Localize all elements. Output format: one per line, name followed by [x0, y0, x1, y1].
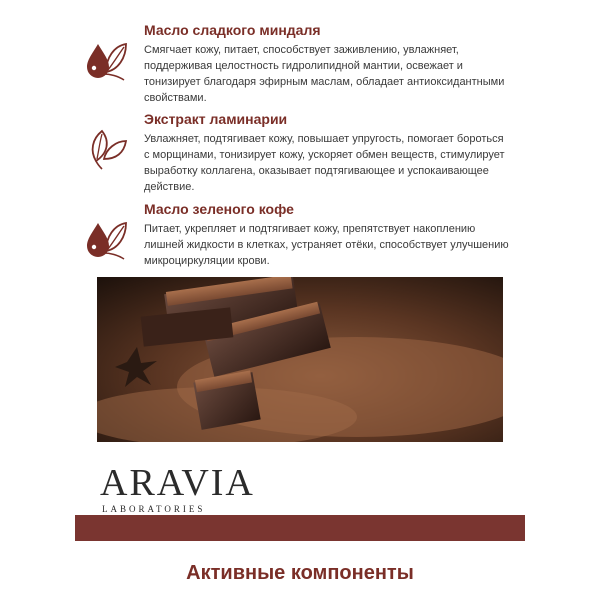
ingredient-title: Масло зеленого кофе: [144, 201, 294, 217]
section-title: Активные компоненты: [186, 562, 414, 584]
oil-drop-leaf-icon: [84, 36, 130, 82]
ingredient-title: Экстракт ламинарии: [144, 111, 288, 127]
brand-subtitle: LABORATORIES: [102, 504, 206, 514]
aravia-logo: [100, 464, 255, 514]
leaf-icon: [84, 125, 130, 171]
ingredient-title: Масло сладкого миндаля: [144, 22, 321, 38]
brand-name: ARAVIA: [100, 462, 255, 504]
ingredient-description: Смягчает кожу, питает, способствует заживлению, увлажняет, поддерживая целостность гидролипидной мантии, освежает и тонизирует благодаря эфирным маслам, обладает антиоксидантными свойствами.: [144, 44, 505, 104]
ingredient-description: Увлажняет, подтягивает кожу, повышает упругость, помогает бороться с морщинами, тонизирует кожу, ускоряет обмен веществ, стимулирует выработку коллагена, оказывает подтягивающее и успокаивающее действие.: [144, 133, 505, 193]
accent-bar: [75, 515, 525, 541]
oil-drop-leaf-icon: [84, 215, 130, 261]
chocolate-cocoa-photo: [97, 277, 503, 442]
ingredient-description: Питает, укрепляет и подтягивает кожу, препятствует накоплению лишней жидкости в клетках, устраняет отёки, способствует улучшению микроциркуляции крови.: [144, 223, 509, 267]
